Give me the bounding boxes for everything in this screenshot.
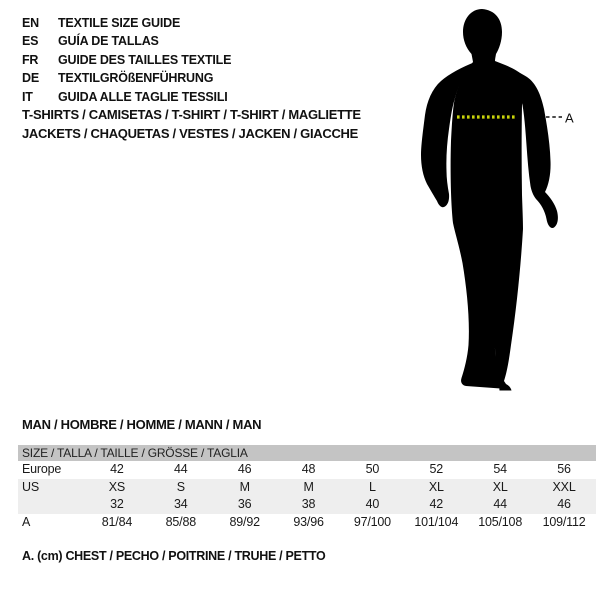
- row-label: A: [22, 514, 31, 529]
- language-label: GUIDA ALLE TAGLIE TESSILI: [58, 89, 228, 104]
- size-value-cell: 48: [301, 462, 316, 476]
- size-value-cell: M: [239, 479, 250, 494]
- size-value-cell: 54: [493, 462, 507, 476]
- size-value-cell: 101/104: [414, 514, 459, 529]
- size-value-cell: 32: [110, 497, 124, 511]
- size-table-row-europe: [18, 461, 596, 479]
- language-row: [0, 88, 231, 106]
- size-value-cell: 109/112: [542, 514, 586, 529]
- language-row: [0, 32, 231, 50]
- size-value-cell: XS: [108, 479, 126, 494]
- size-value-cell: 52: [429, 462, 444, 476]
- size-value-cell: XXL: [552, 479, 576, 494]
- man-silhouette: [405, 5, 580, 395]
- language-code: DE: [22, 71, 39, 86]
- size-value-cell: 105/108: [478, 514, 523, 529]
- size-value-cell: XL: [492, 479, 508, 494]
- size-table-row-us: [18, 479, 596, 497]
- row-label: US: [22, 479, 39, 494]
- language-code: EN: [22, 16, 39, 30]
- section-title-man: MAN / HOMBRE / HOMME / MANN / MAN: [22, 417, 262, 432]
- language-row: [0, 69, 231, 87]
- language-list: [0, 14, 231, 106]
- size-value-cell: L: [369, 479, 376, 494]
- size-table-row: [18, 496, 596, 514]
- silhouette-body: [451, 9, 525, 391]
- row-label: Europe: [22, 462, 62, 476]
- size-value-cell: 85/88: [165, 514, 196, 529]
- language-code: ES: [22, 34, 39, 49]
- language-label: TEXTILGRÖßENFÜHRUNG: [58, 71, 214, 86]
- category-jackets: JACKETS / CHAQUETAS / VESTES / JACKEN / GIACCHE: [22, 125, 358, 141]
- language-code: FR: [22, 52, 39, 67]
- measure-label-a: A: [565, 110, 574, 126]
- row-label: [18, 496, 85, 514]
- size-value-cell: 36: [237, 497, 252, 511]
- size-value-cell: 42: [429, 497, 444, 511]
- language-label: GUÍA DE TALLAS: [58, 34, 159, 49]
- size-value-cell: S: [176, 479, 185, 494]
- size-value-cell: 42: [110, 462, 124, 476]
- size-table-header: SIZE / TALLA / TAILLE / GRÖSSE / TAGLIA: [18, 445, 596, 461]
- size-value-cell: 89/92: [229, 514, 260, 529]
- size-value-cell: 38: [301, 497, 316, 511]
- language-row: [0, 51, 231, 69]
- size-value-cell: 40: [365, 497, 380, 511]
- size-value-cell: 46: [557, 497, 571, 511]
- size-table-row-a: [18, 514, 596, 532]
- size-table: [18, 445, 596, 531]
- size-value-cell: 93/96: [293, 514, 324, 529]
- size-value-cell: 46: [237, 462, 252, 476]
- size-value-cell: 81/84: [101, 514, 133, 529]
- size-value-cell: M: [303, 479, 314, 494]
- size-value-cell: 50: [365, 462, 380, 476]
- language-label: TEXTILE SIZE GUIDE: [58, 16, 181, 30]
- language-code: IT: [22, 89, 33, 104]
- size-value-cell: 44: [174, 462, 188, 476]
- size-value-cell: 56: [557, 462, 571, 476]
- language-label: GUIDE DES TAILLES TEXTILE: [58, 52, 232, 67]
- language-row: [0, 14, 231, 32]
- category-list: [22, 106, 361, 143]
- size-table-body: [18, 461, 596, 531]
- measurement-footnote: A. (cm) CHEST / PECHO / POITRINE / TRUHE / PETTO: [22, 549, 326, 563]
- man-figure: [405, 5, 580, 395]
- size-value-cell: XL: [428, 479, 444, 494]
- size-value-cell: 34: [174, 497, 188, 511]
- size-value-cell: 44: [493, 497, 507, 511]
- size-value-cell: 97/100: [353, 514, 391, 529]
- category-tshirts: T-SHIRTS / CAMISETAS / T-SHIRT / T-SHIRT / MAGLIETTE: [22, 107, 361, 122]
